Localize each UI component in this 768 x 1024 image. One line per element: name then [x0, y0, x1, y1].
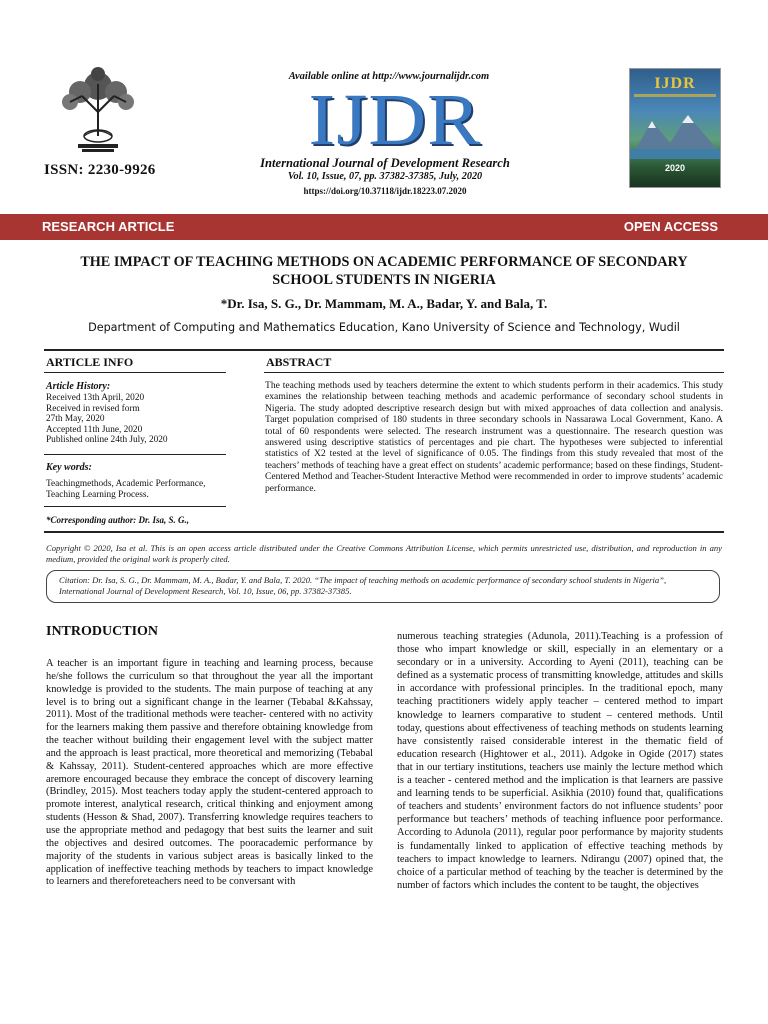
- journal-name: International Journal of Development Research: [260, 156, 510, 170]
- history-item: Published online 24th July, 2020: [46, 435, 168, 446]
- divider-article-info: [44, 372, 226, 373]
- journal-cover-image: [629, 68, 721, 188]
- divider-keywords: [44, 454, 226, 455]
- divider-top: [44, 349, 724, 351]
- article-history-heading: Article History:: [46, 381, 111, 392]
- introduction-left-column: [46, 658, 373, 889]
- introduction-right-column: [397, 630, 723, 892]
- abstract-text: The teaching methods used by teachers determine the extent to which students perform in their academics. This study examines the relationship between teaching methods and academic performance of secondary school students in Nigeria. The study adopted descriptive research design but with mixed approaches of data collection and analysis. Target population comprised of 180 students in three secondary schools in Nassarawa Local Government, Kano. A total of 60 respondents were selected. The research instrument was a questionnaire. The research question was answered using descriptive statistics of percentages and pie chart. The hypotheses were subjected to inferential statistics of X2 tested at the level of significance of 0.05. The findings from this study revealed that most of the teachers’ methods of teaching have a great effect on students’ academic performance; based on these findings, Student-Centered Method and Teacher-Student Interactive Method were recommended in order to improve students’ academic performance.: [265, 380, 723, 494]
- divider-bottom: [44, 531, 724, 533]
- corresponding-author: *Corresponding author: Dr. Isa, S. G.,: [46, 515, 190, 525]
- issn-label: ISSN: 2230-9926: [44, 162, 156, 178]
- divider-abstract: [264, 372, 724, 373]
- authors: *Dr. Isa, S. G., Dr. Mammam, M. A., Badar, Y. and Bala, T.: [220, 296, 548, 311]
- history-item: 27th May, 2020: [46, 414, 105, 425]
- citation-box: [46, 570, 720, 603]
- open-access-label: OPEN ACCESS: [623, 219, 718, 234]
- copyright-notice: Copyright © 2020, Isa et al. This is an open access article distributed under the Creative Commons Attribution License, which permits unrestricted use, distribution, and reproduction in any medium, provided the original work is properly cited.: [46, 543, 722, 564]
- cover-year: 2020: [664, 163, 686, 173]
- article-history-list: [46, 393, 226, 446]
- cover-subtitle-bar: [634, 94, 716, 97]
- article-type-banner: [0, 214, 768, 240]
- history-item: Accepted 11th June, 2020: [46, 424, 143, 435]
- article-title: [40, 253, 728, 289]
- divider-corresponding: [44, 506, 226, 507]
- title-line-1: THE IMPACT OF TEACHING METHODS ON ACADEMIC PERFORMANCE OF SECONDARY: [80, 254, 688, 270]
- affiliation: Department of Computing and Mathematics Education, Kano University of Science and Technology, Wudil: [88, 321, 680, 334]
- research-article-label: RESEARCH ARTICLE: [42, 219, 175, 234]
- keywords-heading: Key words:: [46, 462, 92, 473]
- available-online-link[interactable]: Available online at http://www.journalijdr.com: [288, 71, 490, 82]
- abstract-heading: ABSTRACT: [266, 355, 332, 369]
- introduction-heading: INTRODUCTION: [46, 624, 159, 639]
- cover-title: IJDR: [654, 75, 696, 92]
- body-paragraph: numerous teaching strategies (Adunola, 2011).Teaching is a profession of those who impart knowledge or skill, especially in an elementary or a secondary or in a university. According to Ayeni (2011), teaching can be defined as a systematic process of transmitting knowledge, attitudes and skills in accordance with professional principles. In the traditional epoch, many teaching practitioners widely apply teacher – centered method to impart knowledge to learners comparative to student – centered methods. Until today, questions about effectiveness of teaching methods on students learning have consistently raised considerable interest in the thematic field of education research (Hightower et al., 2011). Adgoke in Ogide (2017) states that in our tertiary institutions, teachers use mainly the lecture method which is a teacher - centered method and the implication is that learners are passive and learning tends to be superficial. Asikhia (2010) found that, qualifications of teachers and students’ environment factors do not influence students’ poor performance but teachers’ methods of teaching influence poor performance. According to Adunola (2011), regular poor performance by majority students is fundamentally linked to application of effective teaching methods by teachers to impact knowledge to learners. Ndirangu (2007) opined that, the choice of a particular method of teaching by the teacher is determined by the number of factors which includes the content to be taught, the objectives: [397, 631, 723, 891]
- body-paragraph: A teacher is an important figure in teaching and learning process, because he/she follows the curriculum so that throughout the year all the important knowledge is provided to the students. The main purpose of teaching at any level is to bring out a significant change in the learner (Tebabal &Kahssay, 2011). Most of the traditional methods were teacher- centered with no activity for the learners making them passive and therefore obtaining knowledge from the teacher without building their engagement level with the subject matter and the approach is least practical, more theoretical and memorizing (Tebabal & Kahssay, 2011). Student-centered approaches which are more effective aremore encouraged because they embrace the concept of discovery learning (Brindley, 2015). Most teachers today apply the student-centered approach to promote interest, analytical research, critical thinking and enjoyment among students (Hesson & Shad, 2007). Transferring knowledge requires teachers to use the appropriate method and pedagogy that best suits the learner and suit the objectives and desired outcomes. The pooracademic performance by majority of the students in various subject areas is basically linked to the application of ineffective teaching methods by teachers to impact knowledge to learners and thereforeteachers need to be conversant with: [46, 658, 373, 888]
- journal-logo-text: IJDR: [308, 79, 482, 161]
- journal-tree-logo: [52, 66, 144, 154]
- volume-info: Vol. 10, Issue, 07, pp. 37382-37385, July, 2020: [287, 171, 483, 182]
- cover-mountains-icon: [630, 109, 720, 159]
- article-info-heading: ARTICLE INFO: [46, 355, 134, 369]
- title-line-2: SCHOOL STUDENTS IN NIGERIA: [272, 272, 496, 288]
- doi-link[interactable]: https://doi.org/10.37118/ijdr.18223.07.2020: [303, 186, 467, 196]
- keywords-text: Teachingmethods, Academic Performance, Teaching Learning Process.: [46, 479, 206, 500]
- history-item: Received in revised form: [46, 403, 140, 414]
- citation-text: Citation: Dr. Isa, S. G., Dr. Mammam, M. A., Badar, Y. and Bala, T. 2020. “The impact of teaching methods on academic performance of secondary school students in Nigeria”, International Journal of Development Research, Vol. 10, Issue, 06, pp. 37382-37385.: [59, 575, 667, 596]
- history-item: Received 13th April, 2020: [46, 393, 145, 403]
